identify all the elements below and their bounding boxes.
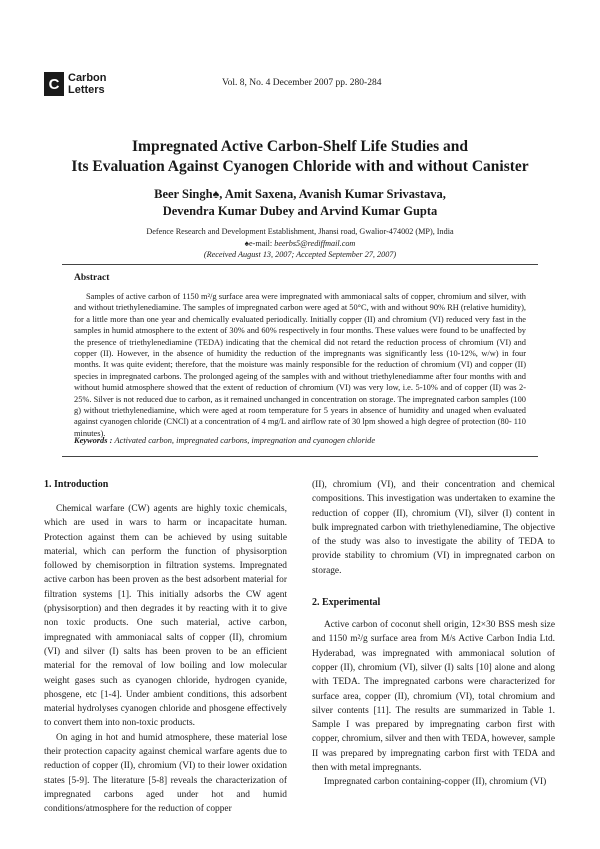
- section-heading-introduction: 1. Introduction: [44, 479, 109, 490]
- journal-info: Vol. 8, No. 4 December 2007 pp. 280-284: [222, 78, 382, 88]
- logo-line-2: Letters: [68, 84, 105, 96]
- paper-title: [40, 137, 560, 177]
- authors-line-1: Beer Singh♠, Amit Saxena, Avanish Kumar Srivastava,: [154, 187, 446, 201]
- email-label: ♠e-mail:: [244, 238, 275, 248]
- right-column: [312, 478, 555, 790]
- abstract-heading: Abstract: [74, 273, 110, 283]
- title-line-2: Its Evaluation Against Cyanogen Chloride with and without Canister: [71, 158, 529, 175]
- abstract-body: Samples of active carbon of 1150 m²/g surface area were impregnated with ammoniacal salts of copper, chromium and silver, with and without triethylenediamine. The samples of impregnated carbon were aged at 50°C, with and without 90% RH (relative humidity), for a little more than one year and chemically evaluated periodically. Initially copper (II) and chromium (VI) reduced very fast in the samples in humid atmosphere to the extent of 30% and 60% respectively in four months. These values were found to be unaffected by the presence of triethylenediamine (TEDA) indicating that the chemical did not retard the reduction process of chromium (VI) and copper (II). However, in the absence of humidity the reduction of the impregnants was significantly less (10-12%, w/w) in four months. It was quite evident; therefore, that the moisture was mainly responsible for the reduction of chromium (VI) and copper (II) species in impregnated carbons. The prolonged ageing of the samples with and without triethylenediamme after four months with and without humid atmosphere showed that the extent of reduction of chromium (VI) was very low, i.e. 5-10% and of copper (II) was 2-25%. Silver is not reduced due to carbon, as it remained unchanged in concentration on storage. The impregnated carbon samples (100 g) without triethylenediamine, which were aged at room temperature for 5 years in absence of humidity and unaged when evaluated against cyanogen chloride (CNCl) at a concentration of 4 mg/L and airflow rate of 30 lpm showed a high degree of protection (80- 110 minutes).: [74, 292, 526, 438]
- abstract-top-rule: [62, 264, 538, 265]
- experimental-paragraph-2: Impregnated carbon containing-copper (II), chromium (VI): [324, 777, 547, 788]
- abstract-bottom-rule: [62, 456, 538, 457]
- journal-logo: [44, 72, 107, 96]
- author-list: [40, 186, 560, 220]
- keywords-label: Keywords :: [74, 436, 115, 445]
- intro-paragraph-2: On aging in hot and humid atmosphere, these material lose their protection capacity against chemical warfare agents due to reduction of copper (II), chromium (VI) to their lower oxidation states [5-9]. The literature [5-8] reveals the characterization of impregnated carbons aged under hot and humid conditions/atmosphere for the reduction of copper: [44, 732, 287, 815]
- experimental-paragraph-1: Active carbon of coconut shell origin, 12×30 BSS mesh size and 1150 m²/g surface area from M/s Active Carbon India Ltd. Hyderabad, was impregnated with ammoniacal solution of copper (II), chromium (VI), silver (I) salts [10] alone and along with TEDA. The impregnated carbons were characterized for surface area, copper (II), chromium (VI), total chromium and silver contents [11]. The results are summarized in Table 1. Sample I was prepared by impregnating carbon first with copper, chromium, silver and then with TEDA, however, sample II was prepared by impregnating carbon first with TEDA and then with metal impregnants.: [312, 620, 555, 774]
- affiliation-email-line: [40, 238, 560, 250]
- author-email: beerbs5@rediffmail.com: [274, 238, 356, 248]
- keywords-line: [74, 436, 526, 445]
- authors-line-2: Devendra Kumar Dubey and Arvind Kumar Gupta: [162, 204, 438, 218]
- keywords-text: Activated carbon, impregnated carbons, impregnation and cyanogen chloride: [114, 436, 376, 445]
- intro-paragraph-1: Chemical warfare (CW) agents are highly toxic chemicals, which are used in wars to harm or incapacitate human. Protection against them can be achieved by using suitable material, which can perform the function of physisorption followed by chemisorption in filtration systems. Impregnated active carbon has been proven as the best adsorbent material for filtration systems [1]. This initially adsorbs the CW agent (physisorption) and then degrades it by reacting with it to give non toxic products. One such material, active carbon, impregnated with ammoniacal salts of copper (II), chromium (VI) and silver (I) salts has been proven to be an efficient material for the removal of low boiling and low molecular weight gases such as cyanogen chloride, hydrogen cyanide, phosgene, etc [1-4]. Under ambient conditions, this adsorbent material hydrolyses cyanogen chloride and phosgene effectively to convert them into non-toxic products.: [44, 504, 287, 729]
- logo-text: [68, 72, 107, 96]
- logo-mark-letter: C: [48, 75, 60, 93]
- left-column: [44, 478, 287, 817]
- logo-mark: [44, 72, 64, 96]
- intro-paragraph-3: (II), chromium (VI), and their concentration and chemical compositions. This investigation was undertaken to examine the reduction of copper (II), chromium (VI), silver (I) content in bulk impregnated carbon with triethylenediamine, The objective of the study was also to investigate the ability of TEDA to provide stability to chromium (VI) in impregnated carbon on storage.: [312, 480, 555, 576]
- section-heading-experimental: 2. Experimental: [312, 597, 381, 609]
- logo-line-1: Carbon: [68, 72, 107, 84]
- affiliation-block: [40, 226, 560, 261]
- affiliation-institute: Defence Research and Development Establishment, Jhansi road, Gwalior-474002 (MP), India: [146, 227, 454, 236]
- received-dates: (Received August 13, 2007; Accepted September 27, 2007): [203, 250, 397, 259]
- title-line-1: Impregnated Active Carbon-Shelf Life Studies and: [132, 138, 468, 155]
